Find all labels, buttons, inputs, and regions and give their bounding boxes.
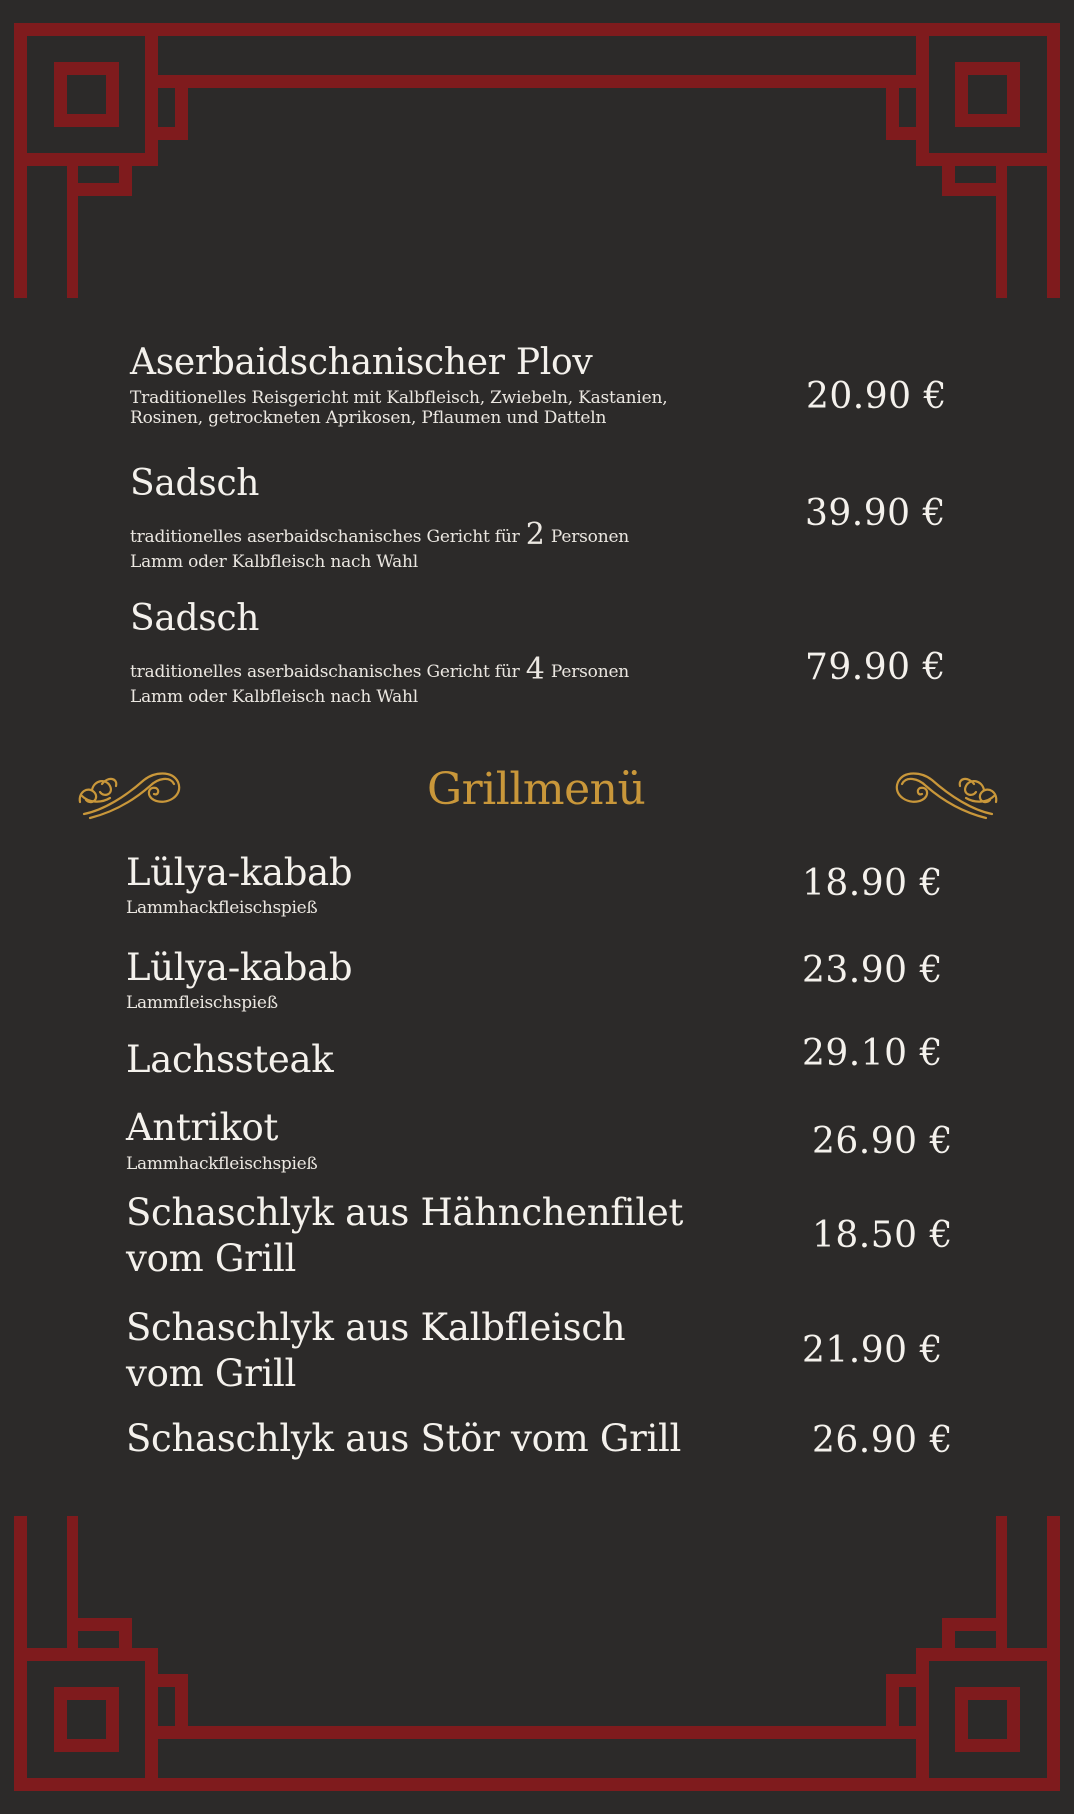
item-name: Antrikot bbox=[126, 1106, 279, 1149]
item-price: 23.90 € bbox=[802, 950, 943, 991]
item-subtitle: Lammhackfleischspieß bbox=[126, 1154, 318, 1174]
item-subtitle: Lammfleischspieß bbox=[126, 993, 278, 1013]
item-name-line: Schaschlyk aus Kalbfleisch bbox=[126, 1306, 626, 1349]
item-name-line: Schaschlyk aus Hähnchenfilet bbox=[126, 1191, 684, 1234]
item-description-line: Lamm oder Kalbfleisch nach Wahl bbox=[130, 552, 419, 572]
flourish-right-icon bbox=[892, 766, 1002, 822]
item-name: Lachssteak bbox=[126, 1038, 334, 1081]
item-name: Schaschlyk aus Stör vom Grill bbox=[126, 1417, 682, 1460]
item-description-line bbox=[130, 652, 630, 687]
section-title: Grillmenü bbox=[427, 764, 646, 815]
item-price: 39.90 € bbox=[805, 493, 946, 534]
item-price: 79.90 € bbox=[805, 647, 946, 688]
item-price: 18.50 € bbox=[812, 1215, 953, 1256]
item-description-line: Traditionelles Reisgericht mit Kalbfleisch, Zwiebeln, Kastanien, bbox=[130, 388, 668, 408]
item-name: Aserbaidschanischer Plov bbox=[130, 342, 593, 383]
flourish-left-icon bbox=[74, 766, 184, 822]
item-price: 20.90 € bbox=[806, 376, 947, 417]
item-name-line: vom Grill bbox=[126, 1352, 297, 1395]
item-name: Sadsch bbox=[130, 598, 260, 639]
item-price: 29.10 € bbox=[802, 1033, 943, 1074]
item-name: Lülya-kabab bbox=[126, 946, 353, 989]
item-description-line bbox=[130, 517, 630, 552]
persons-count: 4 bbox=[525, 652, 545, 687]
description-text: traditionelles aserbaidschanisches Gericht für bbox=[130, 527, 520, 547]
item-description-line: Lamm oder Kalbfleisch nach Wahl bbox=[130, 687, 419, 707]
persons-count: 2 bbox=[525, 517, 545, 552]
description-text: Personen bbox=[550, 662, 630, 682]
item-subtitle: Lammhackfleischspieß bbox=[126, 898, 318, 918]
item-name: Lülya-kabab bbox=[126, 851, 353, 894]
item-name-line: vom Grill bbox=[126, 1237, 297, 1280]
item-description-line: Rosinen, getrockneten Aprikosen, Pflaumen und Datteln bbox=[130, 408, 607, 428]
item-price: 18.90 € bbox=[802, 863, 943, 904]
item-price: 21.90 € bbox=[802, 1330, 943, 1371]
item-price: 26.90 € bbox=[812, 1420, 953, 1461]
description-text: traditionelles aserbaidschanisches Gericht für bbox=[130, 662, 520, 682]
item-price: 26.90 € bbox=[812, 1121, 953, 1162]
description-text: Personen bbox=[550, 527, 630, 547]
item-name: Sadsch bbox=[130, 463, 260, 504]
